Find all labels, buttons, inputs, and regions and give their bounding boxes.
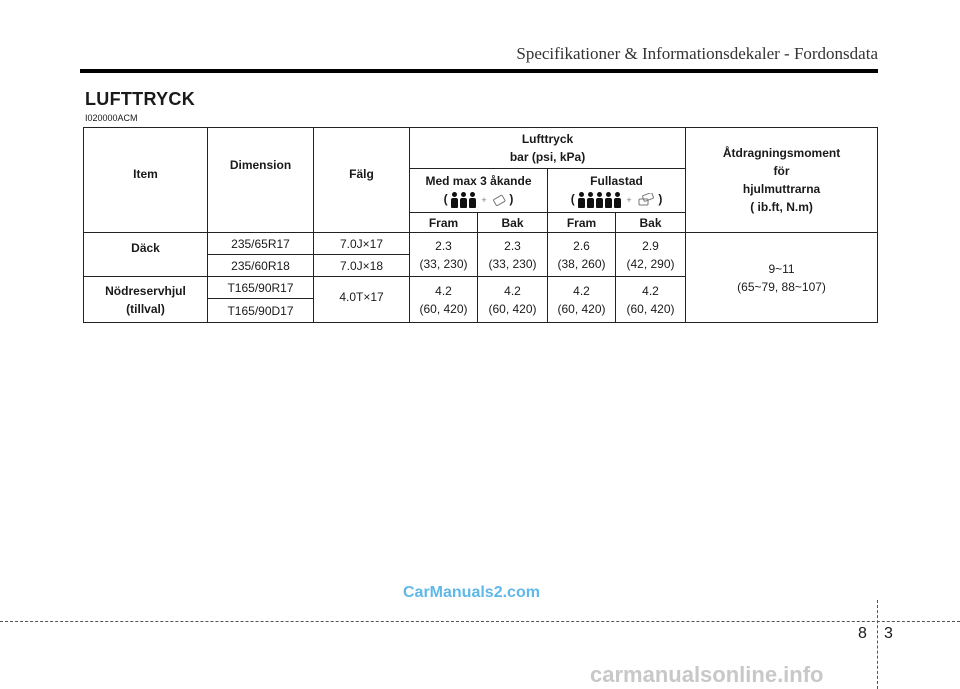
person-icon	[578, 192, 585, 208]
header-fully-loaded: Fullastad ( + )	[548, 169, 686, 213]
tire-rim-1: 7.0J×17	[314, 233, 410, 255]
header-item: Item	[84, 128, 208, 233]
tire-pressure-rear-normal: 2.3 (33, 230)	[478, 233, 548, 277]
header-max-three-passengers: Med max 3 åkande ( + )	[410, 169, 548, 213]
footer-rule	[0, 621, 960, 622]
tire-rim-2: 7.0J×18	[314, 255, 410, 277]
tire-pressure-table	[83, 127, 878, 323]
torque-value: 9~11 (65~79, 88~107)	[686, 233, 878, 323]
header-torque: Åtdragningsmoment för hjulmuttrarna ( ib.ft, N.m)	[686, 128, 878, 233]
page-header-title: Specifikationer & Informationsdekaler - Fordonsdata	[516, 44, 878, 63]
person-icon	[587, 192, 594, 208]
spare-pressure-front-normal: 4.2 (60, 420)	[410, 277, 478, 323]
spare-dimension-2: T165/90D17	[208, 299, 314, 323]
spare-pressure-rear-normal: 4.2 (60, 420)	[478, 277, 548, 323]
spare-pressure-rear-full: 4.2 (60, 420)	[616, 277, 686, 323]
tire-pressure-rear-full: 2.9 (42, 290)	[616, 233, 686, 277]
tire-pressure-front-full: 2.6 (38, 260)	[548, 233, 616, 277]
header-front-2: Fram	[548, 213, 616, 233]
header-front-1: Fram	[410, 213, 478, 233]
header-dimension: Dimension	[208, 128, 314, 233]
tire-dimension-2: 235/60R18	[208, 255, 314, 277]
luggage-icon	[492, 194, 506, 206]
spare-pressure-front-full: 4.2 (60, 420)	[548, 277, 616, 323]
spare-rim: 4.0T×17	[314, 277, 410, 323]
tire-pressure-front-normal: 2.3 (33, 230)	[410, 233, 478, 277]
header-pressure: Lufttryck bar (psi, kPa)	[410, 128, 686, 169]
header-rear-2: Bak	[616, 213, 686, 233]
tire-dimension-1: 235/65R17	[208, 233, 314, 255]
spare-dimension-1: T165/90R17	[208, 277, 314, 299]
five-passengers-icon	[578, 192, 621, 208]
three-passengers-icon	[451, 192, 476, 208]
header-rule	[80, 69, 878, 73]
header-rear-1: Bak	[478, 213, 548, 233]
page-number: 3	[884, 625, 893, 642]
luggage-icon	[637, 193, 655, 207]
header-rim: Fälg	[314, 128, 410, 233]
person-icon	[614, 192, 621, 208]
person-icon	[451, 192, 458, 208]
section-title: LUFTTRYCK	[85, 89, 196, 109]
footer-divider	[877, 600, 878, 689]
watermark-carmanualsonline[interactable]: carmanualsonline.info	[590, 662, 824, 687]
person-icon	[469, 192, 476, 208]
watermark-carmanuals2[interactable]: CarManuals2.com	[403, 584, 540, 601]
row-label-spare: Nödreservhjul (tillval)	[84, 277, 208, 323]
person-icon	[596, 192, 603, 208]
row-label-tire: Däck	[84, 233, 208, 277]
chapter-number: 8	[858, 625, 867, 642]
section-code: I020000ACM	[85, 113, 138, 123]
person-icon	[460, 192, 467, 208]
person-icon	[605, 192, 612, 208]
